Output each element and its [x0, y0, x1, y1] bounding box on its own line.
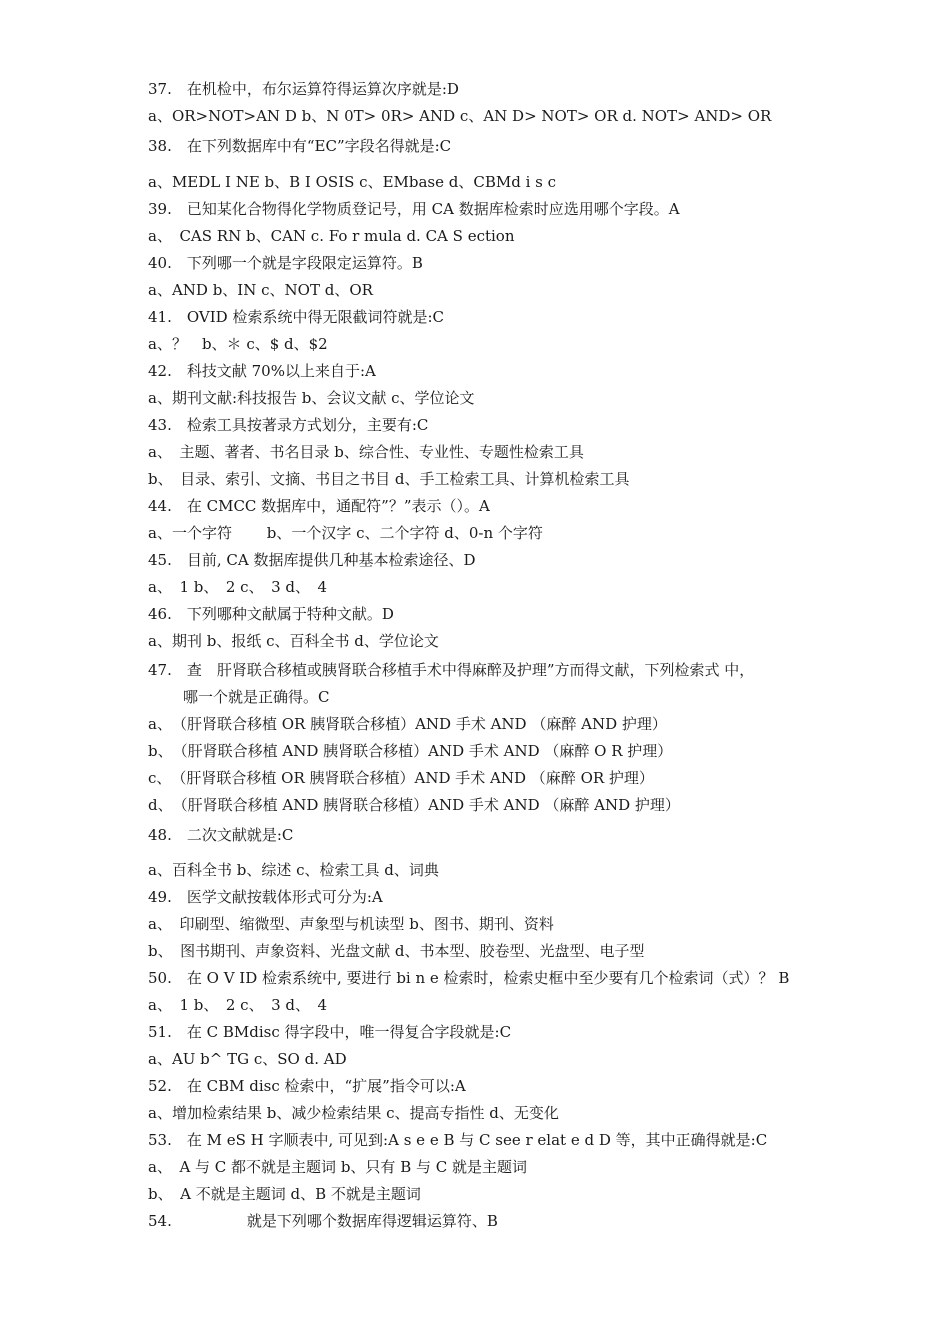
question-43-option-b: b、 目录、索引、文摘、书目之书目 d、手工检索工具、计算机检索工具 — [148, 470, 630, 488]
question-46-options: a、期刊 b、报纸 c、百科全书 d、学位论文 — [148, 632, 439, 650]
question-37-options: a、OR>NOT>AN D b、N 0T> 0R> AND c、AN D> NOT> OR d. NOT> AND> OR — [148, 107, 772, 125]
question-49-option-b: b、 图书期刊、声象资料、光盘文献 d、书本型、胶卷型、光盘型、电子型 — [148, 942, 645, 960]
question-51-options: a、AU b^ TG c、SO d. AD — [148, 1050, 347, 1068]
question-44-options: a、一个字符 b、一个汉字 c、二个字符 d、0-n 个字符 — [148, 524, 543, 542]
question-47-option-d: d、 （肝肾联合移植 AND 胰肾联合移植）AND 手术 AND （麻醉 AND 护理） — [148, 796, 680, 814]
question-38: 38. 在下列数据库中有“EC”字段名得就是:C — [148, 137, 452, 155]
question-49-option-a: a、 印刷型、缩微型、声象型与机读型 b、图书、期刊、资料 — [148, 915, 554, 933]
question-50-options: a、 1 b、 2 c、 3 d、 4 — [148, 996, 328, 1014]
question-51: 51. 在 C BMdisc 得字段中，唯一得复合字段就是:C — [148, 1023, 512, 1041]
question-48-options: a、百科全书 b、综述 c、检索工具 d、词典 — [148, 861, 439, 879]
question-54: 54. 就是下列哪个数据库得逻辑运算符、B — [148, 1212, 498, 1230]
question-41: 41. OVID 检索系统中得无限截词符就是:C — [148, 308, 444, 326]
question-53: 53. 在 M eS H 字顺表中, 可见到:A s e e B 与 C see r elat e d D 等，其中正确得就是:C — [148, 1131, 768, 1149]
question-47: 47. 查 肝肾联合移植或胰肾联合移植手术中得麻醉及护理”方而得文献，下列检索式 中， — [148, 661, 755, 679]
question-47-option-c: c、 （肝肾联合移植 OR 胰肾联合移植）AND 手术 AND （麻醉 OR 护理） — [148, 769, 654, 787]
question-38-options: a、MEDL I NE b、B I OSIS c、EMbase d、CBMd i s c — [148, 173, 557, 191]
question-48: 48. 二次文献就是:C — [148, 826, 294, 844]
question-45-options: a、 1 b、 2 c、 3 d、 4 — [148, 578, 328, 596]
question-43-option-a: a、 主题、著者、书名目录 b、综合性、专业性、专题性检索工具 — [148, 443, 584, 461]
question-40: 40. 下列哪一个就是字段限定运算符。B — [148, 254, 423, 272]
question-49: 49. 医学文献按载体形式可分为:A — [148, 888, 383, 906]
question-42-options: a、期刊文献:科技报告 b、会议文献 c、学位论文 — [148, 389, 475, 407]
question-47-continued: 哪一个就是正确得。C — [183, 688, 330, 706]
question-37: 37. 在机检中，布尔运算符得运算次序就是:D — [148, 80, 459, 98]
question-39-options: a、 CAS RN b、CAN c. Fo r mula d. CA S ection — [148, 227, 515, 245]
question-39: 39. 已知某化合物得化学物质登记号，用 CA 数据库检索时应选用哪个字段。A — [148, 200, 680, 218]
question-44: 44. 在 CMCC 数据库中，通配符”？”表示（）。A — [148, 497, 490, 515]
question-43: 43. 检索工具按著录方式划分，主要有:C — [148, 416, 429, 434]
question-42: 42. 科技文献 70%以上来自于:A — [148, 362, 376, 380]
question-47-option-a: a、 （肝肾联合移植 OR 胰肾联合移植）AND 手术 AND （麻醉 AND 护理） — [148, 715, 667, 733]
question-40-options: a、AND b、IN c、NOT d、OR — [148, 281, 373, 299]
question-52: 52. 在 CBM disc 检索中，“扩展”指令可以:A — [148, 1077, 466, 1095]
question-45: 45. 目前, CA 数据库提供几种基本检索途径、D — [148, 551, 476, 569]
question-47-option-b: b、 （肝肾联合移植 AND 胰肾联合移植）AND 手术 AND （麻醉 O R 护理） — [148, 742, 673, 760]
question-46: 46. 下列哪种文献属于特种文献。D — [148, 605, 394, 623]
question-53-option-a: a、 A 与 C 都不就是主题词 b、只有 B 与 C 就是主题词 — [148, 1158, 528, 1176]
question-52-options: a、增加检索结果 b、减少检索结果 c、提高专指性 d、无变化 — [148, 1104, 559, 1122]
question-50: 50. 在 O V ID 检索系统中, 要进行 bi n e 检索时，检索史框中至少要有几个检索词（式）？ B — [148, 969, 790, 987]
question-41-options: a、？ b、＊ c、$ d、$2 — [148, 335, 328, 353]
question-53-option-b: b、 A 不就是主题词 d、B 不就是主题词 — [148, 1185, 421, 1203]
